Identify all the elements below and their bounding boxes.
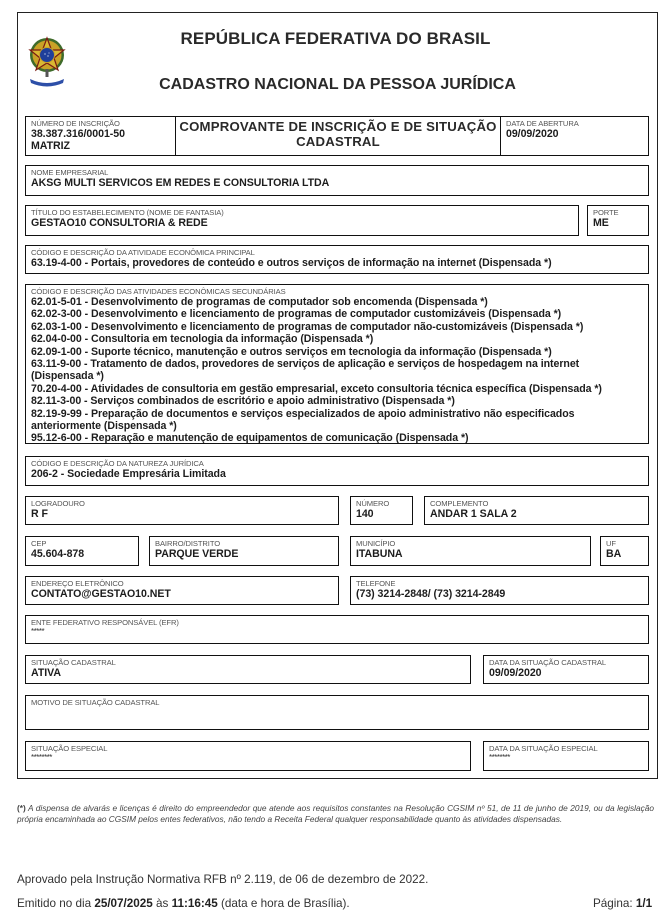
emission-text xyxy=(17,897,350,910)
emission-time: 11:16:45 xyxy=(171,897,218,910)
email-field xyxy=(25,576,339,605)
field-label: SITUAÇÃO CADASTRAL xyxy=(31,658,116,667)
page-indicator xyxy=(593,897,652,910)
field-value: 63.19-4-00 - Portais, provedores de conteúdo e outros serviços de informação na internet (Dispensada *) xyxy=(31,257,552,269)
field-value: ***** xyxy=(31,627,45,636)
bairro-field xyxy=(149,536,339,566)
emission-date: 25/07/2025 xyxy=(94,897,153,910)
document-title-line2: CADASTRAL xyxy=(296,134,380,149)
note-text: A dispensa de alvarás e licenças é direito do empreendedor que atende aos requisitos constantes na Resolução CGSIM nº 51, de 11 de junho de 2019, ou da legislação própria encaminhada ao CGSIM pelos entes federativos, não tendo a Receita Federal qualquer responsabilidade quanto às atividades dispensadas. xyxy=(17,803,654,824)
field-value: 206-2 - Sociedade Empresária Limitada xyxy=(31,468,226,480)
data-situacao-especial-field xyxy=(483,741,649,771)
list-item: 63.11-9-00 - Tratamento de dados, provedores de serviços de aplicação e serviços de hospedagem na internet (Dispensada *) xyxy=(31,358,580,383)
list-item: 62.01-5-01 - Desenvolvimento de programas de computador sob encomenda (Dispensada *) xyxy=(31,296,488,308)
emission-mid: às xyxy=(152,897,172,910)
field-label: NÚMERO xyxy=(356,499,390,508)
field-label: CÓDIGO E DESCRIÇÃO DA NATUREZA JURÍDICA xyxy=(31,459,204,468)
field-value: CONTATO@GESTAO10.NET xyxy=(31,588,171,600)
field-value: ******** xyxy=(31,753,52,762)
titulo-estabelecimento-field xyxy=(25,205,579,236)
numero-inscricao-field xyxy=(25,116,176,156)
field-value: PARQUE VERDE xyxy=(155,548,239,560)
cnpj-value: 38.387.316/0001-50 xyxy=(31,128,125,140)
field-label: NÚMERO DE INSCRIÇÃO xyxy=(31,119,120,128)
field-value: AKSG MULTI SERVICOS EM REDES E CONSULTORIA LTDA xyxy=(31,177,330,189)
field-value: 09/09/2020 xyxy=(506,128,559,140)
list-item: 62.02-3-00 - Desenvolvimento e licenciamento de programas de computador customizáveis (Dispensada *) xyxy=(31,308,562,321)
field-label: DATA DA SITUAÇÃO CADASTRAL xyxy=(489,658,606,667)
approval-text: Aprovado pela Instrução Normativa RFB nº 2.119, de 06 de dezembro de 2022. xyxy=(17,873,429,886)
page-value: 1/1 xyxy=(635,897,653,910)
situacao-cadastral-field xyxy=(25,655,471,684)
complemento-field xyxy=(424,496,649,525)
field-label: MOTIVO DE SITUAÇÃO CADASTRAL xyxy=(31,698,160,707)
page-label: Página: xyxy=(593,897,636,910)
field-value: 45.604-878 xyxy=(31,548,85,560)
atividades-secundarias-field xyxy=(25,284,649,444)
field-value: ME xyxy=(593,217,609,229)
field-value: 140 xyxy=(356,508,374,520)
uf-field xyxy=(600,536,649,566)
emission-suffix: (data e hora de Brasília). xyxy=(217,897,350,910)
numero-field xyxy=(350,496,413,525)
field-label: PORTE xyxy=(593,208,619,217)
efr-field xyxy=(25,615,649,644)
dispensa-note xyxy=(17,803,654,824)
field-value: GESTAO10 CONSULTORIA & REDE xyxy=(31,217,208,229)
field-value: 09/09/2020 xyxy=(489,667,542,679)
field-label: MUNICÍPIO xyxy=(356,539,396,548)
field-value: ANDAR 1 SALA 2 xyxy=(430,508,517,520)
field-label: ENTE FEDERATIVO RESPONSÁVEL (EFR) xyxy=(31,618,179,627)
document-title-line1: COMPROVANTE DE INSCRIÇÃO E DE SITUAÇÃO xyxy=(179,119,497,134)
field-label: UF xyxy=(606,539,616,548)
list-item: 62.04-0-00 - Consultoria em tecnologia da informação (Dispensada *) xyxy=(31,333,374,346)
list-item: 82.19-9-99 - Preparação de documentos e serviços especializados de apoio administrativo não especificados anteriormente (Dispensada *) xyxy=(31,407,575,433)
cep-field xyxy=(25,536,139,566)
porte-field xyxy=(587,205,649,236)
list-item: 62.09-1-00 - Suporte técnico, manutenção e outros serviços em tecnologia da informação (Dispensada *) xyxy=(31,345,552,358)
country-heading: REPÚBLICA FEDERATIVA DO BRASIL xyxy=(180,29,491,48)
natureza-juridica-field xyxy=(25,456,649,486)
field-value: BA xyxy=(606,548,622,560)
field-label: DATA DE ABERTURA xyxy=(506,119,579,128)
field-value: ITABUNA xyxy=(356,548,403,560)
status-value: ATIVA xyxy=(31,667,61,679)
field-label: CÓDIGO E DESCRIÇÃO DAS ATIVIDADES ECONÔMICAS SECUNDÁRIAS xyxy=(31,287,286,296)
atividade-principal-field xyxy=(25,245,649,274)
field-label: LOGRADOURO xyxy=(31,499,85,508)
list-item: 70.20-4-00 - Atividades de consultoria em gestão empresarial, exceto consultoria técnica específica (Dispensada *) xyxy=(31,382,602,395)
list-item: 62.03-1-00 - Desenvolvimento e licenciamento de programas de computador não-customizáveis (Dispensada *) xyxy=(31,320,584,333)
field-label: ENDEREÇO ELETRÔNICO xyxy=(31,579,124,588)
field-value: ******** xyxy=(489,753,510,762)
field-label: TELEFONE xyxy=(356,579,396,588)
document-title-box xyxy=(175,116,501,156)
list-item: 95.12-6-00 - Reparação e manutenção de equipamentos de comunicação (Dispensada *) xyxy=(31,432,469,444)
note-marker: (*) xyxy=(17,803,26,813)
motivo-situacao-field xyxy=(25,695,649,730)
municipio-field xyxy=(350,536,591,566)
field-label: DATA DA SITUAÇÃO ESPECIAL xyxy=(489,744,598,753)
field-label: CEP xyxy=(31,539,47,548)
field-value: (73) 3214-2848/ (73) 3214-2849 xyxy=(356,588,506,600)
field-label: TÍTULO DO ESTABELECIMENTO (NOME DE FANTASIA) xyxy=(31,208,224,217)
situacao-especial-field xyxy=(25,741,471,771)
list-item: 82.11-3-00 - Serviços combinados de escritório e apoio administrativo (Dispensada *) xyxy=(31,395,455,408)
telefone-field xyxy=(350,576,649,605)
field-label: CÓDIGO E DESCRIÇÃO DA ATIVIDADE ECONÔMICA PRINCIPAL xyxy=(31,248,255,257)
logradouro-field xyxy=(25,496,339,525)
field-label: COMPLEMENTO xyxy=(430,499,489,508)
data-situacao-cadastral-field xyxy=(483,655,649,684)
field-label: NOME EMPRESARIAL xyxy=(31,168,109,177)
matriz-value: MATRIZ xyxy=(31,140,70,153)
data-abertura-field xyxy=(500,116,649,156)
field-value: R F xyxy=(31,508,48,520)
field-label: BAIRRO/DISTRITO xyxy=(155,539,221,548)
registry-heading: CADASTRO NACIONAL DA PESSOA JURÍDICA xyxy=(159,76,516,93)
field-label: SITUAÇÃO ESPECIAL xyxy=(31,744,108,753)
nome-empresarial-field xyxy=(25,165,649,196)
emission-prefix: Emitido no dia xyxy=(17,897,95,910)
